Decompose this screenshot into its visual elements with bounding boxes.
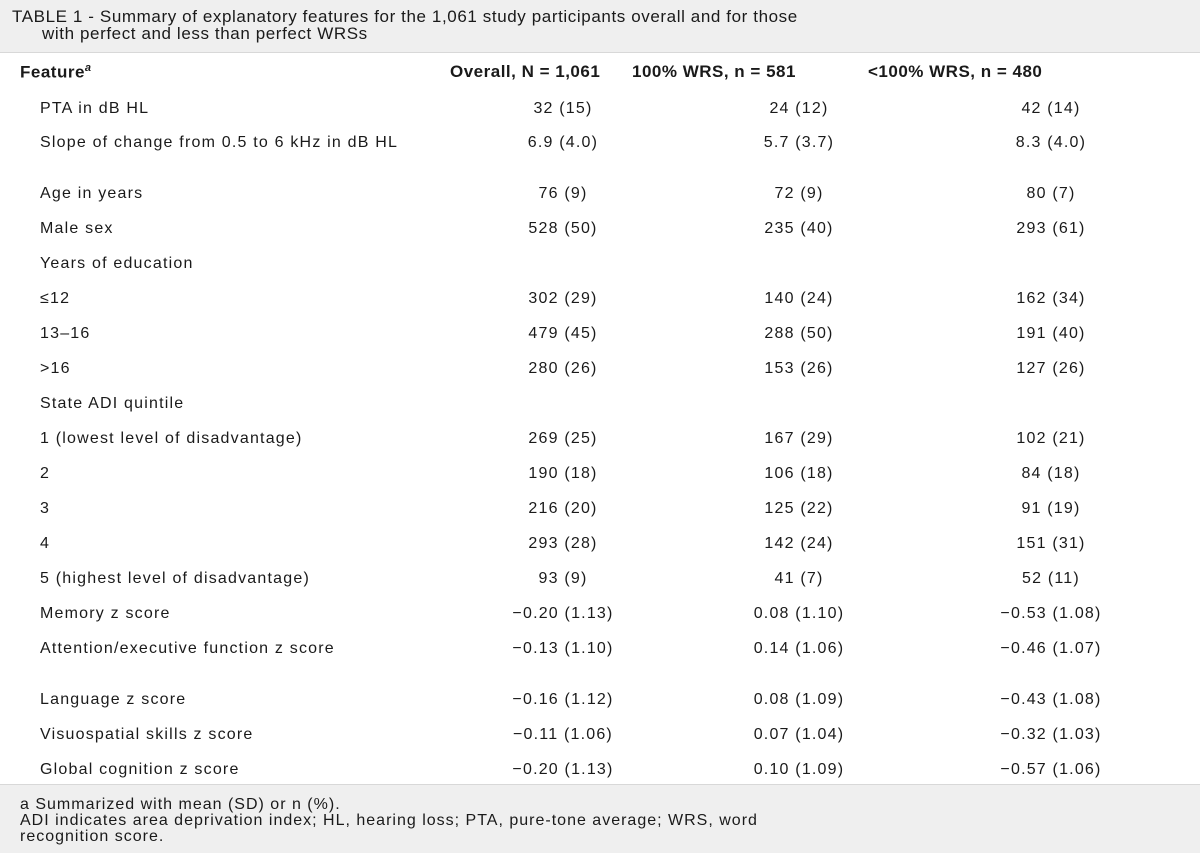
row-perfect-wrs-cell: 0.07 (1.04): [753, 726, 845, 743]
row-perfect-wrs-cell: 5.7 (3.7): [763, 134, 835, 151]
row-perfect-wrs-cell: 72 (9): [774, 185, 824, 202]
row-overall-cell: −0.11 (1.06): [513, 726, 613, 743]
row-perfect-wrs-cell: 288 (50): [764, 325, 834, 342]
row-overall-cell: 302 (29): [528, 290, 598, 307]
row-perfect-wrs-cell: 153 (26): [764, 360, 834, 377]
row-overall-cell: 528 (50): [528, 220, 598, 237]
row-perfect-wrs-cell: 142 (24): [764, 535, 834, 552]
row-perfect-wrs-cell: 0.10 (1.09): [753, 761, 845, 778]
row-feature-cell: Age in years: [40, 185, 144, 202]
row-perfect-wrs-cell: 106 (18): [764, 465, 834, 482]
footnote-abbreviations: ADI indicates area deprivation index; HL, hearing loss; PTA, pure-tone average; WRS, word: [20, 812, 758, 829]
row-feature-cell: PTA in dB HL: [40, 100, 150, 117]
row-feature-cell: State ADI quintile: [40, 395, 185, 412]
row-overall-cell: 93 (9): [538, 570, 588, 587]
caption-line-1: TABLE 1 - Summary of explanatory features for the 1,061 study participants overall and for those: [12, 7, 798, 26]
row-overall-cell: 280 (26): [528, 360, 598, 377]
row-imperfect-wrs-cell: 42 (14): [1021, 100, 1081, 117]
row-imperfect-wrs-cell: 127 (26): [1016, 360, 1086, 377]
row-feature-cell: Years of education: [40, 255, 194, 272]
header-perfect-wrs: 100% WRS, n = 581: [632, 62, 796, 81]
table-caption: [0, 0, 1200, 53]
row-overall-cell: 32 (15): [533, 100, 593, 117]
footnote-abbreviations-cont: recognition score.: [20, 828, 165, 845]
row-overall-cell: −0.16 (1.12): [512, 691, 614, 708]
row-imperfect-wrs-cell: −0.43 (1.08): [1000, 691, 1102, 708]
header-imperfect-wrs: <100% WRS, n = 480: [868, 62, 1043, 81]
footnote-a: a Summarized with mean (SD) or n (%).: [20, 796, 341, 813]
row-overall-cell: 216 (20): [528, 500, 598, 517]
table-footnotes: [0, 784, 1200, 853]
row-imperfect-wrs-cell: −0.53 (1.08): [1000, 605, 1102, 622]
row-feature-cell: 2: [40, 465, 51, 482]
row-feature-cell: Visuospatial skills z score: [40, 726, 254, 743]
row-perfect-wrs-cell: 0.14 (1.06): [753, 640, 845, 657]
row-perfect-wrs-cell: 140 (24): [764, 290, 834, 307]
row-imperfect-wrs-cell: −0.32 (1.03): [1000, 726, 1102, 743]
row-feature-cell: 1 (lowest level of disadvantage): [40, 430, 303, 447]
caption-line-2: with perfect and less than perfect WRSs: [42, 24, 368, 43]
summary-table: [0, 53, 1200, 781]
row-imperfect-wrs-cell: 162 (34): [1016, 290, 1086, 307]
row-feature-cell: Global cognition z score: [40, 761, 240, 778]
table-header-row: [0, 53, 1200, 80]
row-feature-cell: Male sex: [40, 220, 114, 237]
row-imperfect-wrs-cell: 91 (19): [1021, 500, 1081, 517]
row-imperfect-wrs-cell: 293 (61): [1016, 220, 1086, 237]
row-feature-cell: Slope of change from 0.5 to 6 kHz in dB HL: [40, 134, 399, 151]
row-imperfect-wrs-cell: 80 (7): [1026, 185, 1076, 202]
row-feature-cell: ≤12: [40, 290, 71, 307]
row-imperfect-wrs-cell: 8.3 (4.0): [1015, 134, 1087, 151]
row-overall-cell: −0.13 (1.10): [512, 640, 614, 657]
row-overall-cell: −0.20 (1.13): [512, 761, 614, 778]
header-overall: Overall, N = 1,061: [450, 62, 601, 81]
row-feature-cell: Memory z score: [40, 605, 171, 622]
row-overall-cell: 293 (28): [528, 535, 598, 552]
row-perfect-wrs-cell: 167 (29): [764, 430, 834, 447]
row-overall-cell: 6.9 (4.0): [527, 134, 599, 151]
row-imperfect-wrs-cell: −0.46 (1.07): [1000, 640, 1102, 657]
row-feature-cell: 3: [40, 500, 51, 517]
row-imperfect-wrs-cell: 191 (40): [1016, 325, 1086, 342]
row-imperfect-wrs-cell: 102 (21): [1016, 430, 1086, 447]
row-imperfect-wrs-cell: −0.57 (1.06): [1000, 761, 1102, 778]
row-overall-cell: 269 (25): [528, 430, 598, 447]
row-feature-cell: 4: [40, 535, 51, 552]
row-perfect-wrs-cell: 0.08 (1.09): [753, 691, 845, 708]
row-perfect-wrs-cell: 24 (12): [769, 100, 829, 117]
row-overall-cell: 76 (9): [538, 185, 588, 202]
header-feature: Feature$^a$: [20, 62, 92, 82]
row-perfect-wrs-cell: 0.08 (1.10): [753, 605, 845, 622]
row-overall-cell: 479 (45): [528, 325, 598, 342]
row-feature-cell: Language z score: [40, 691, 187, 708]
row-imperfect-wrs-cell: 84 (18): [1021, 465, 1081, 482]
row-perfect-wrs-cell: 125 (22): [764, 500, 834, 517]
row-feature-cell: Attention/executive function z score: [40, 640, 335, 657]
row-imperfect-wrs-cell: 151 (31): [1016, 535, 1086, 552]
row-feature-cell: 13–16: [40, 325, 91, 342]
row-overall-cell: −0.20 (1.13): [512, 605, 614, 622]
row-feature-cell: >16: [40, 360, 71, 377]
row-imperfect-wrs-cell: 52 (11): [1022, 570, 1080, 587]
row-perfect-wrs-cell: 235 (40): [764, 220, 834, 237]
row-perfect-wrs-cell: 41 (7): [774, 570, 824, 587]
row-feature-cell: 5 (highest level of disadvantage): [40, 570, 310, 587]
row-overall-cell: 190 (18): [528, 465, 598, 482]
footnote-marker: a: [84, 62, 92, 74]
